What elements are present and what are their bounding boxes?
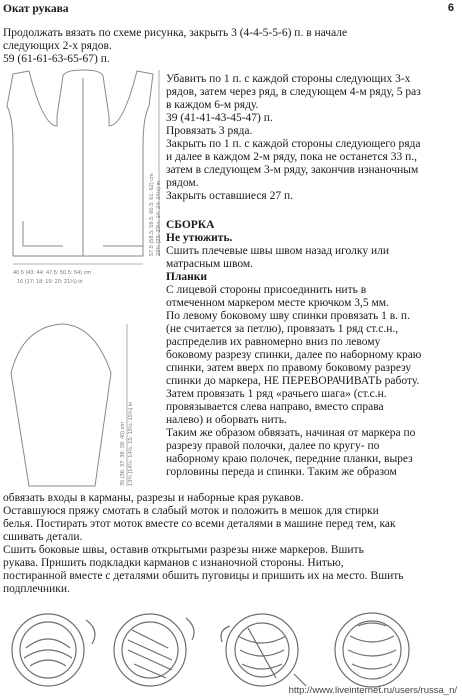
- finishing-line: белья. Постирать этот моток вместе со всеми деталями в машине перед тем, как: [3, 518, 396, 530]
- pocket-left: [23, 221, 63, 246]
- intro-line: следующих 2-х рядов.: [3, 40, 112, 52]
- sleeve-line: и далее в каждом 2-м ряду, пока не останется 33 п.,: [166, 151, 417, 163]
- bands-line: боковому разрезу спинки, далее по наборному краю: [166, 349, 422, 361]
- button-illustrations: [0, 600, 462, 696]
- section-title: Окат рукава: [3, 3, 69, 15]
- finishing-section: [3, 492, 456, 596]
- bands-line: распределив их равномерно вниз по левому: [166, 336, 381, 348]
- sleeve-line: Закрыть по 1 п. с каждой стороны следующего ряда: [166, 138, 421, 150]
- assembly-heading: СБОРКА: [166, 219, 215, 231]
- vest-height-label: 57.5 (58.5: 59.5: 60.5: 61: 62) cm: [149, 173, 155, 256]
- shoulders-line: матрасным швом.: [166, 258, 254, 270]
- bands-line: По левому боковому шву спинки провязать 1 в. п.: [166, 310, 410, 322]
- sleeve-line: затем в следующем 3-м ряду, закончив изнаночным: [166, 164, 419, 176]
- bands-line: провязывается слева направо, вместо справа: [166, 401, 384, 413]
- finishing-line: Оставшуюся пряжу смотать в слабый моток и положить в мешок для стирки: [3, 505, 379, 517]
- button-illustration-4: [335, 613, 409, 687]
- vest-schematic: [3, 66, 163, 288]
- button-illustration-3: [221, 614, 306, 686]
- sleeve-line: Закрыть оставшиеся 27 п.: [166, 190, 293, 202]
- page-number: 6: [447, 2, 454, 14]
- bands-line: (не считается за петлю), провязать 1 ряд ст.с.н.,: [166, 323, 399, 335]
- bands-line: спинки до маркера, НЕ ПЕРЕВОРАЧИВАТЬ работу.: [166, 375, 420, 387]
- pocket-right: [103, 221, 143, 246]
- bands-line: отмеченном маркером месте крючком 3,5 мм.: [166, 297, 389, 309]
- no-press-note: Не утюжить.: [166, 232, 233, 244]
- bands-line: наборному краю полочек, передние планки, вырез: [166, 453, 413, 465]
- button-illustration-2: [114, 614, 194, 686]
- source-url: http://www.liveinternet.ru/users/russa_n/: [288, 685, 457, 696]
- vest-width-label: 40.5 (43: 44: 47.5: 50.5: 54) cm: [13, 270, 92, 276]
- bands-line: горловины переда и спинки. Таким же образом: [166, 466, 397, 478]
- intro-paragraph: [3, 27, 456, 66]
- bands-line: С лицевой стороны присоединить нить в: [166, 284, 367, 296]
- sleeve-line: рядов, затем через ряд, в следующем 4-м ряду, 5 раз: [166, 86, 421, 98]
- vest-width-label-in: 16 (17: 18: 19: 20: 21¼) in: [17, 279, 83, 285]
- vest-outline: [7, 70, 153, 256]
- sleeve-line: рядом.: [166, 177, 199, 189]
- sides-line: постиранной вместе с деталями обшить пуговицы и пришить их на место. Вшить: [3, 570, 404, 582]
- sleeve-line: в каждом 6-м ряду.: [166, 99, 259, 111]
- intro-line: Продолжать вязать по схеме рисунка, закрыть 3 (4-4-5-5-6) п. в начале: [3, 27, 348, 39]
- sleeve-schematic: [3, 318, 148, 498]
- finishing-line: сшивать детали.: [3, 531, 83, 543]
- sides-line: Сшить боковые швы, оставив открытыми разрезы ниже маркеров. Вшить: [3, 544, 364, 556]
- sleeve-cap-paragraph: [166, 73, 457, 203]
- bands-line: спинки, затем вверх по правому боковому разрезу: [166, 362, 412, 374]
- assembly-section: [166, 219, 457, 479]
- sides-line: подплечники.: [3, 583, 70, 595]
- bands-heading: Планки: [166, 271, 208, 283]
- intro-line: 59 (61-61-63-65-67) п.: [3, 53, 110, 65]
- sleeve-length-label-in: 13¾ (14¼: 14½: 15: 15½: 15¾) in: [128, 401, 134, 486]
- sleeve-line: Провязать 3 ряда.: [166, 125, 253, 137]
- sides-line: рукава. Пришить подкладки карманов с изнаночной стороны. Нитью,: [3, 557, 344, 569]
- bands-line: разрезу правой полочки, далее по кругу- по: [166, 440, 380, 452]
- bands-continued: обвязать входы в карманы, разрезы и наборные края рукавов.: [3, 492, 304, 504]
- sleeve-length-label: 35 (36: 37: 38: 39: 40) cm: [120, 421, 126, 486]
- sleeve-outline: [11, 324, 111, 486]
- sleeve-line: 39 (41-41-43-45-47) п.: [166, 112, 273, 124]
- bands-line: Затем провязать 1 ряд «рачьего шага» (ст.с.н.: [166, 388, 387, 400]
- shoulders-line: Сшить плечевые швы швом назад иголку или: [166, 245, 389, 257]
- button-illustration-1: [12, 614, 95, 686]
- bands-line: налево) и оборвать нить.: [166, 414, 287, 426]
- vest-height-label-in: 22¾ (23: 23½: 24: 24: 24½) in: [156, 181, 162, 256]
- sleeve-line: Убавить по 1 п. с каждой стороны следующих 3-х: [166, 73, 411, 85]
- bands-line: Таким же образом обвязать, начиная от маркера по: [166, 427, 416, 439]
